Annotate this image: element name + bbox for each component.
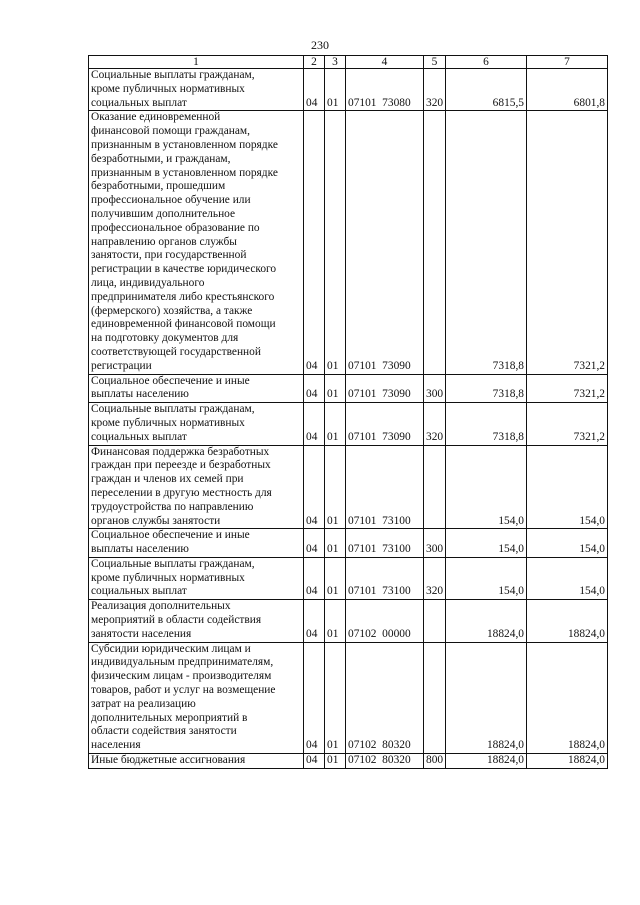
amount-year1-cell: 18824,0 — [446, 642, 527, 753]
row-name-cell: Финансовая поддержка безработных граждан при переезде и безработных граждан и членов их семей при переселении в другую местность для трудоустройства по направлению органов службы занятости — [89, 445, 304, 529]
table-row — [89, 642, 608, 753]
target-article-cell: 07101 73090 — [346, 403, 424, 445]
subsection-code-cell: 01 — [325, 69, 346, 111]
amount-year1-cell: 154,0 — [446, 529, 527, 558]
target-article-cell: 07101 73100 — [346, 557, 424, 599]
target-article-cell: 07102 00000 — [346, 600, 424, 642]
expense-type-cell: 320 — [424, 69, 446, 111]
section-code-cell: 04 — [304, 403, 325, 445]
target-article-cell: 07101 73090 — [346, 111, 424, 374]
amount-year1-cell: 154,0 — [446, 557, 527, 599]
amount-year2-cell: 7321,2 — [527, 403, 608, 445]
amount-year1-cell: 7318,8 — [446, 374, 527, 403]
table-row — [89, 403, 608, 445]
amount-year2-cell: 154,0 — [527, 445, 608, 529]
amount-year2-cell: 18824,0 — [527, 754, 608, 769]
expense-type-cell: 800 — [424, 754, 446, 769]
section-code-cell: 04 — [304, 445, 325, 529]
column-header: 6 — [446, 56, 527, 69]
expense-type-cell — [424, 600, 446, 642]
section-code-cell: 04 — [304, 600, 325, 642]
amount-year2-cell: 154,0 — [527, 529, 608, 558]
table-header-row — [89, 56, 608, 69]
section-code-cell: 04 — [304, 374, 325, 403]
column-header: 3 — [325, 56, 346, 69]
amount-year1-cell: 6815,5 — [446, 69, 527, 111]
expense-type-cell: 300 — [424, 374, 446, 403]
target-article-cell: 07101 73080 — [346, 69, 424, 111]
amount-year1-cell: 154,0 — [446, 445, 527, 529]
column-header: 4 — [346, 56, 424, 69]
table-row — [89, 557, 608, 599]
amount-year2-cell: 7321,2 — [527, 374, 608, 403]
amount-year2-cell: 18824,0 — [527, 600, 608, 642]
row-name-cell: Иные бюджетные ассигнования — [89, 754, 304, 769]
row-name-cell: Социальные выплаты гражданам, кроме публичных нормативных социальных выплат — [89, 403, 304, 445]
expense-type-cell: 320 — [424, 557, 446, 599]
subsection-code-cell: 01 — [325, 374, 346, 403]
expense-type-cell — [424, 111, 446, 374]
target-article-cell: 07102 80320 — [346, 642, 424, 753]
section-code-cell: 04 — [304, 529, 325, 558]
page-number: 230 — [311, 38, 329, 52]
target-article-cell: 07101 73100 — [346, 529, 424, 558]
table-row — [89, 754, 608, 769]
row-name-cell: Оказание единовременной финансовой помощи гражданам, признанным в установленном порядке безработными, и гражданам, признанным в установленном порядке безработными, прошедшим профессиональное обучение или получившим дополнительное профессиональное образование по направлению органов службы занятости, при государственной регистрации в качестве юридического лица, индивидуального предпринимателя либо крестьянского (фермерского) хозяйства, а также единовременной финансовой помощи на подготовку документов для соответствующей государственной регистрации — [89, 111, 304, 374]
row-name-cell: Социальное обеспечение и иные выплаты населению — [89, 529, 304, 558]
column-header: 1 — [89, 56, 304, 69]
row-name-cell: Реализация дополнительных мероприятий в области содействия занятости населения — [89, 600, 304, 642]
target-article-cell: 07102 80320 — [346, 754, 424, 769]
section-code-cell: 04 — [304, 642, 325, 753]
row-name-cell: Социальные выплаты гражданам, кроме публичных нормативных социальных выплат — [89, 557, 304, 599]
row-name-cell: Социальное обеспечение и иные выплаты населению — [89, 374, 304, 403]
subsection-code-cell: 01 — [325, 754, 346, 769]
section-code-cell: 04 — [304, 69, 325, 111]
amount-year2-cell: 154,0 — [527, 557, 608, 599]
expense-type-cell — [424, 445, 446, 529]
expense-type-cell: 320 — [424, 403, 446, 445]
row-name-cell: Социальные выплаты гражданам, кроме публичных нормативных социальных выплат — [89, 69, 304, 111]
subsection-code-cell: 01 — [325, 445, 346, 529]
subsection-code-cell: 01 — [325, 529, 346, 558]
section-code-cell: 04 — [304, 754, 325, 769]
section-code-cell: 04 — [304, 557, 325, 599]
subsection-code-cell: 01 — [325, 111, 346, 374]
amount-year1-cell: 18824,0 — [446, 754, 527, 769]
subsection-code-cell: 01 — [325, 642, 346, 753]
amount-year2-cell: 6801,8 — [527, 69, 608, 111]
table-row — [89, 445, 608, 529]
table-row — [89, 529, 608, 558]
row-name-cell: Субсидии юридическим лицам и индивидуальным предпринимателям, физическим лицам - производителям товаров, работ и услуг на возмещение затрат на реализацию дополнительных мероприятий в области содействия занятости населения — [89, 642, 304, 753]
expense-type-cell: 300 — [424, 529, 446, 558]
table-row — [89, 600, 608, 642]
section-code-cell: 04 — [304, 111, 325, 374]
subsection-code-cell: 01 — [325, 600, 346, 642]
table-row — [89, 69, 608, 111]
expense-type-cell — [424, 642, 446, 753]
column-header: 2 — [304, 56, 325, 69]
table-row — [89, 374, 608, 403]
subsection-code-cell: 01 — [325, 557, 346, 599]
column-header: 7 — [527, 56, 608, 69]
target-article-cell: 07101 73100 — [346, 445, 424, 529]
target-article-cell: 07101 73090 — [346, 374, 424, 403]
amount-year1-cell: 7318,8 — [446, 111, 527, 374]
subsection-code-cell: 01 — [325, 403, 346, 445]
amount-year1-cell: 18824,0 — [446, 600, 527, 642]
amount-year1-cell: 7318,8 — [446, 403, 527, 445]
column-header: 5 — [424, 56, 446, 69]
amount-year2-cell: 7321,2 — [527, 111, 608, 374]
amount-year2-cell: 18824,0 — [527, 642, 608, 753]
budget-table — [88, 55, 608, 769]
table-row — [89, 111, 608, 374]
